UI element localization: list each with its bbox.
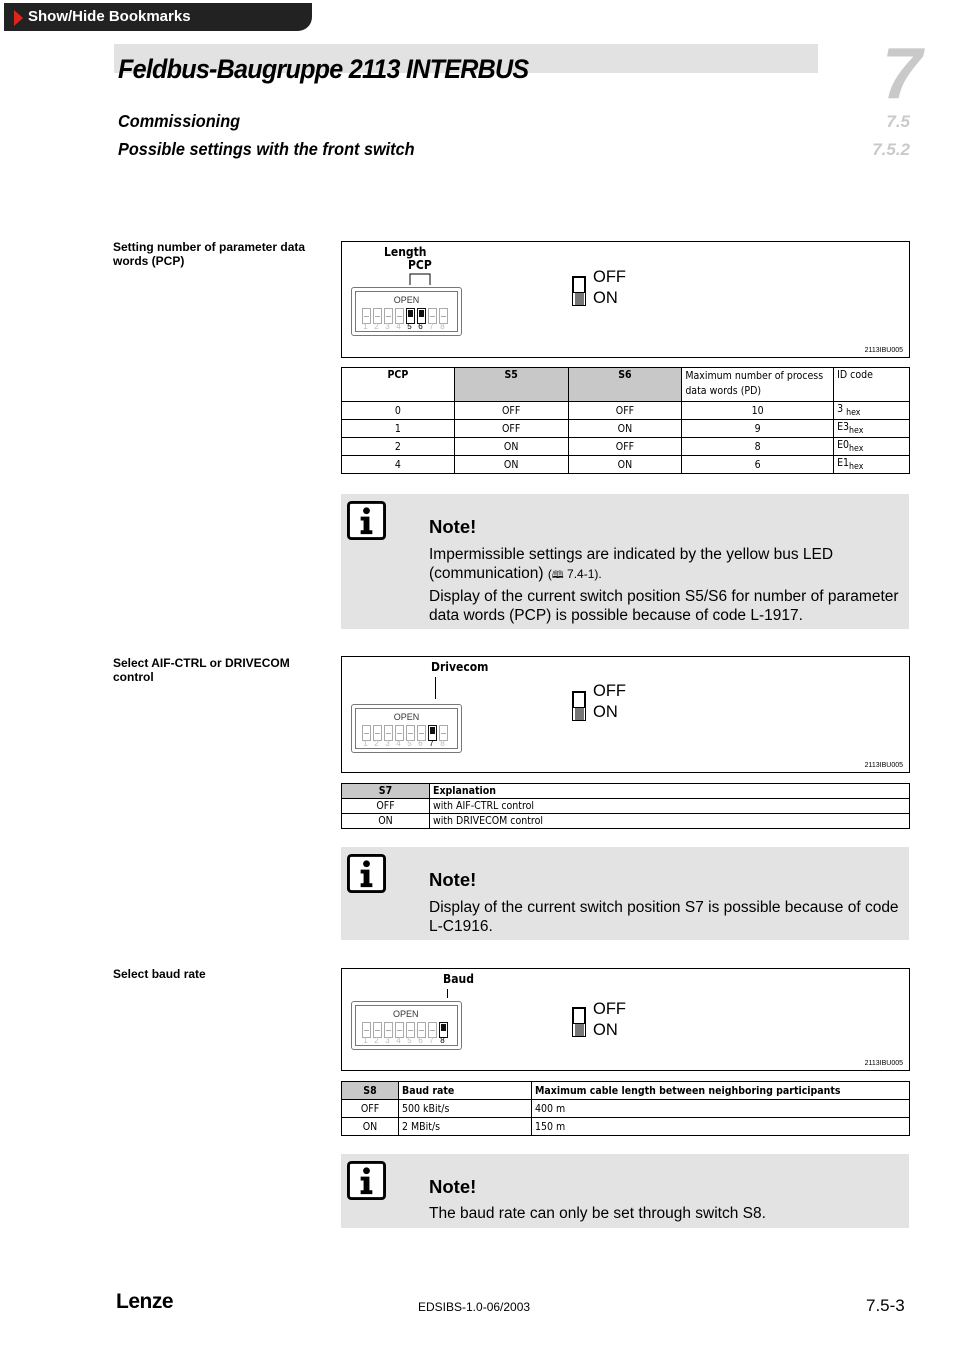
table-cell: OFF [342, 799, 430, 814]
dip-number: 3 [385, 1036, 390, 1045]
id-code-subscript: hex [849, 462, 864, 473]
dip-switch-block [351, 1001, 462, 1050]
dip-number: 8 [440, 322, 445, 331]
table-cell [834, 438, 910, 456]
dip-number: 8 [440, 739, 445, 748]
table-cell: ON [454, 438, 568, 456]
table-cell: 0 [342, 402, 455, 420]
id-code-subscript: hex [849, 426, 864, 437]
table-cell: 8 [682, 438, 834, 456]
baud-switch-figure [341, 968, 910, 1071]
dip-open-label: OPEN [393, 712, 420, 722]
pcp-table [341, 367, 910, 474]
note-box [341, 494, 909, 629]
dip-open-label: OPEN [393, 295, 420, 305]
table-cell: ON [342, 814, 430, 829]
ctrl-side-label: Select AIF-CTRL or DRIVECOM control [113, 656, 290, 684]
off-label: OFF [593, 1000, 626, 1018]
table-row [342, 814, 910, 829]
figure-id: 2113IBU005 [864, 347, 903, 354]
table-header: Baud rate [399, 1082, 532, 1100]
figure-caption-length: Length [384, 245, 427, 259]
off-label: OFF [593, 682, 626, 700]
note-text: The baud rate can only be set through switch S8. [429, 1205, 766, 1222]
table-row [342, 456, 910, 474]
dip-number: 5 [407, 1036, 412, 1045]
figure-id: 2113IBU005 [864, 762, 903, 769]
dip-number: 6 [418, 739, 423, 748]
table-row [342, 799, 910, 814]
on-label: ON [593, 289, 618, 307]
chapter-number: 7 [881, 34, 922, 114]
toggle-switch-icon [570, 689, 586, 721]
dip-open-label: OPEN [393, 1009, 419, 1019]
table-cell: 9 [682, 420, 834, 438]
info-icon [347, 854, 386, 893]
table-header: Maximum number of process data words (PD) [682, 368, 834, 402]
dip-number: 2 [374, 739, 379, 748]
note-text: Display of the current switch position S5/S6 for number of parameter data words (PCP) is possible because of code L-1917. [429, 588, 899, 624]
id-code: 3 [837, 403, 844, 415]
table-cell: 150 m [532, 1118, 910, 1136]
table-cell: 500 kBit/s [399, 1100, 532, 1118]
dip-number: 7 [429, 1036, 434, 1045]
figure-caption-baud: Baud [443, 972, 474, 986]
dip-switch-block [351, 287, 462, 336]
table-cell: 2 MBit/s [399, 1118, 532, 1136]
baud-side-label: Select baud rate [113, 967, 206, 981]
toggle-switch-icon [570, 274, 586, 306]
note-title: Note! [429, 869, 477, 890]
dip-number: 5 [407, 739, 412, 748]
dip-number: 3 [385, 322, 390, 331]
subsection-heading: Possible settings with the front switch [118, 139, 415, 159]
table-row [342, 420, 910, 438]
table-row [342, 438, 910, 456]
page-title: Feldbus-Baugruppe 2113 INTERBUS [118, 54, 529, 84]
note-line: Impermissible settings are indicated by the yellow bus LED (communication) [429, 546, 834, 582]
on-label: ON [593, 1021, 618, 1039]
dip-number: 6 [418, 322, 423, 331]
dip-number: 1 [363, 739, 368, 748]
subsection-number: 7.5.2 [872, 140, 910, 159]
info-icon [347, 1161, 386, 1200]
table-header: PCP [342, 368, 455, 402]
ctrl-table [341, 783, 910, 829]
page-number: 7.5-3 [866, 1296, 905, 1315]
table-cell: 4 [342, 456, 455, 474]
dip-number: 3 [385, 739, 390, 748]
info-icon [347, 501, 386, 540]
section-number: 7.5 [886, 112, 910, 131]
pcp-side-label: Setting number of parameter data words (PCP) [113, 240, 306, 268]
table-cell: 6 [682, 456, 834, 474]
baud-table [341, 1081, 910, 1136]
table-header: S5 [454, 368, 568, 402]
table-cell: 10 [682, 402, 834, 420]
table-cell: OFF [454, 420, 568, 438]
id-code: E3 [837, 421, 850, 434]
id-code: E0 [837, 439, 850, 452]
table-cell: 2 [342, 438, 455, 456]
dip-number: 8 [440, 1036, 445, 1045]
table-cell: with AIF-CTRL control [430, 799, 910, 814]
table-cell: OFF [568, 438, 682, 456]
id-code: E1 [837, 457, 850, 470]
dip-number: 2 [374, 1036, 379, 1045]
table-cell: ON [342, 1118, 399, 1136]
table-row [342, 1118, 910, 1136]
dip-switch-block [351, 704, 462, 753]
table-header: Maximum cable length between neighboring participants [532, 1082, 910, 1100]
table-cell: OFF [454, 402, 568, 420]
toggle-switch-icon [570, 1005, 586, 1037]
dip-number: 4 [396, 1036, 401, 1045]
table-cell [834, 402, 910, 420]
pcp-switch-figure [341, 241, 910, 358]
dip-number: 7 [429, 322, 434, 331]
cross-reference[interactable]: 7.4-1). [567, 566, 602, 581]
note-box [341, 847, 909, 940]
dip-number: 1 [363, 1036, 368, 1045]
table-cell: ON [454, 456, 568, 474]
off-label: OFF [593, 268, 626, 286]
table-cell: OFF [568, 402, 682, 420]
bracket-icon [408, 272, 432, 286]
table-cell: 400 m [532, 1100, 910, 1118]
figure-caption-pcp: PCP [408, 258, 432, 272]
bookmark-arrow-icon [14, 10, 23, 26]
table-row [342, 1100, 910, 1118]
dip-number: 4 [396, 322, 401, 331]
leader-line [435, 677, 436, 699]
table-cell: ON [568, 420, 682, 438]
figure-caption-drivecom: Drivecom [431, 660, 489, 674]
section-heading: Commissioning [118, 111, 241, 131]
table-cell: OFF [342, 1100, 399, 1118]
table-header: S7 [342, 784, 430, 799]
book-icon: 🕮 [551, 569, 564, 581]
document-id: EDSIBS-1.0-06/2003 [418, 1300, 531, 1314]
id-code-subscript: hex [846, 408, 861, 419]
table-cell [834, 456, 910, 474]
table-cell: ON [568, 456, 682, 474]
dip-number: 6 [418, 1036, 423, 1045]
dip-number: 7 [429, 739, 434, 748]
figure-id: 2113IBU005 [864, 1060, 903, 1067]
dip-number: 2 [374, 322, 379, 331]
on-label: ON [593, 703, 618, 721]
note-text: Display of the current switch position S7 is possible because of code L-C1916. [429, 899, 899, 935]
table-header: ID code [834, 368, 910, 402]
note-title: Note! [429, 1176, 477, 1197]
bookmarks-label[interactable]: Show/Hide Bookmarks [28, 8, 191, 25]
dip-number: 5 [407, 322, 412, 331]
table-cell [834, 420, 910, 438]
table-cell: with DRIVECOM control [430, 814, 910, 829]
table-cell: 1 [342, 420, 455, 438]
table-header: S8 [342, 1082, 399, 1100]
dip-number: 1 [363, 322, 368, 331]
ctrl-switch-figure [341, 656, 910, 773]
note-box [341, 1154, 909, 1228]
table-header: S6 [568, 368, 682, 402]
note-text: Impermissible settings are indicated by the yellow bus LED (communication) (🕮 7.4-1). [429, 546, 834, 582]
dip-number: 4 [396, 739, 401, 748]
note-title: Note! [429, 516, 477, 537]
lenze-logo: Lenze [116, 1290, 174, 1313]
table-header: Explanation [430, 784, 910, 799]
table-row [342, 402, 910, 420]
id-code-subscript: hex [849, 444, 864, 455]
leader-line [447, 989, 448, 998]
